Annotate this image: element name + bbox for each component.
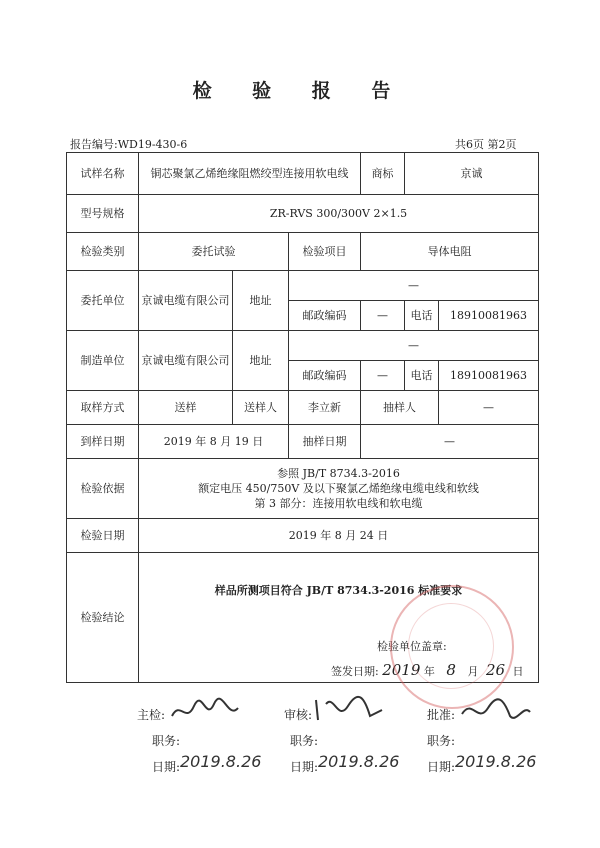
brand-value: 京诚 <box>405 153 539 195</box>
sampling-date-label: 抽样日期 <box>289 425 361 459</box>
inspector-date: 2019.8.26 <box>180 752 262 771</box>
maker-address-label: 地址 <box>233 331 289 391</box>
report-title: 检 验 报 告 <box>192 80 408 102</box>
maker-phone-label: 电话 <box>405 361 439 391</box>
model-label: 型号规格 <box>67 195 139 233</box>
issue-month: 8 <box>446 661 456 679</box>
client-phone: 18910081963 <box>439 301 539 331</box>
conclusion-text: 样品所测项目符合 JB/T 8734.3-2016 标准要求 <box>214 584 463 597</box>
approver-signature <box>458 694 533 728</box>
sample-name-label: 试样名称 <box>67 153 139 195</box>
reviewer-date-label: 日期: <box>290 760 319 774</box>
reviewer-label: 审核: <box>284 708 313 722</box>
item-value: 导体电阻 <box>361 233 539 271</box>
maker-postcode: — <box>361 361 405 391</box>
conclusion-label: 检验结论 <box>67 553 139 683</box>
inspector-date-label: 日期: <box>152 760 181 774</box>
client-phone-label: 电话 <box>405 301 439 331</box>
client-postcode: — <box>361 301 405 331</box>
issue-year-unit: 年 <box>423 665 435 678</box>
approver-date: 2019.8.26 <box>455 752 537 771</box>
reviewer-position-label: 职务: <box>290 734 319 748</box>
sender-label: 送样人 <box>233 391 289 425</box>
issue-month-unit: 月 <box>467 665 479 678</box>
maker-phone: 18910081963 <box>439 361 539 391</box>
client-name: 京诚电缆有限公司 <box>139 271 233 331</box>
basis-line-3: 第 3 部分：连接用软电线和软电缆 <box>254 497 423 510</box>
official-seal <box>390 585 514 709</box>
reviewer-signature <box>312 692 387 726</box>
sampling-date: — <box>361 425 539 459</box>
maker-name: 京诚电缆有限公司 <box>139 331 233 391</box>
report-number <box>70 136 187 152</box>
client-address: — <box>289 271 539 301</box>
category-label: 检验类别 <box>67 233 139 271</box>
report-number-label: 报告编号: <box>70 138 118 151</box>
official-seal-inner-ring <box>408 603 494 689</box>
model-value: ZR-RVS 300/300V 2×1.5 <box>139 195 539 233</box>
issue-day-unit: 日 <box>512 665 524 678</box>
basis-value <box>139 459 539 519</box>
category-value: 委托试验 <box>139 233 289 271</box>
sampler-label: 抽样人 <box>361 391 439 425</box>
basis-label: 检验依据 <box>67 459 139 519</box>
test-date-label: 检验日期 <box>67 519 139 553</box>
page-info: 共6页 第2页 <box>455 138 517 151</box>
maker-postcode-label: 邮政编码 <box>289 361 361 391</box>
arrival-date-label: 到样日期 <box>67 425 139 459</box>
report-number-value: WD19-430-6 <box>117 138 188 151</box>
client-postcode-label: 邮政编码 <box>289 301 361 331</box>
inspector-position-label: 职务: <box>152 734 181 748</box>
maker-label: 制造单位 <box>67 331 139 391</box>
test-date: 2019 年 8 月 24 日 <box>139 519 539 553</box>
seal-label: 检验单位盖章: <box>377 640 447 653</box>
sampler-value: — <box>439 391 539 425</box>
item-label: 检验项目 <box>289 233 361 271</box>
sampling-method-label: 取样方式 <box>67 391 139 425</box>
arrival-date: 2019 年 8 月 19 日 <box>139 425 289 459</box>
inspector-label: 主检: <box>137 708 166 722</box>
client-label: 委托单位 <box>67 271 139 331</box>
inspector-signature <box>168 696 243 726</box>
brand-label: 商标 <box>361 153 405 195</box>
sampling-method: 送样 <box>139 391 233 425</box>
issue-year: 2019 <box>382 661 421 679</box>
basis-line-2: 额定电压 450/750V 及以下聚氯乙烯绝缘电缆电线和软线 <box>198 482 479 495</box>
reviewer-date: 2019.8.26 <box>318 752 400 771</box>
issue-date-label: 签发日期: <box>331 665 379 678</box>
sender-value: 李立新 <box>289 391 361 425</box>
basis-line-1: 参照 JB/T 8734.3-2016 <box>277 467 400 480</box>
maker-address: — <box>289 331 539 361</box>
sample-name-value: 铜芯聚氯乙烯绝缘阻燃绞型连接用软电线 <box>139 153 361 195</box>
client-address-label: 地址 <box>233 271 289 331</box>
approver-position-label: 职务: <box>427 734 456 748</box>
issue-day: 26 <box>485 661 506 679</box>
approver-date-label: 日期: <box>427 760 456 774</box>
approver-label: 批准: <box>427 708 456 722</box>
